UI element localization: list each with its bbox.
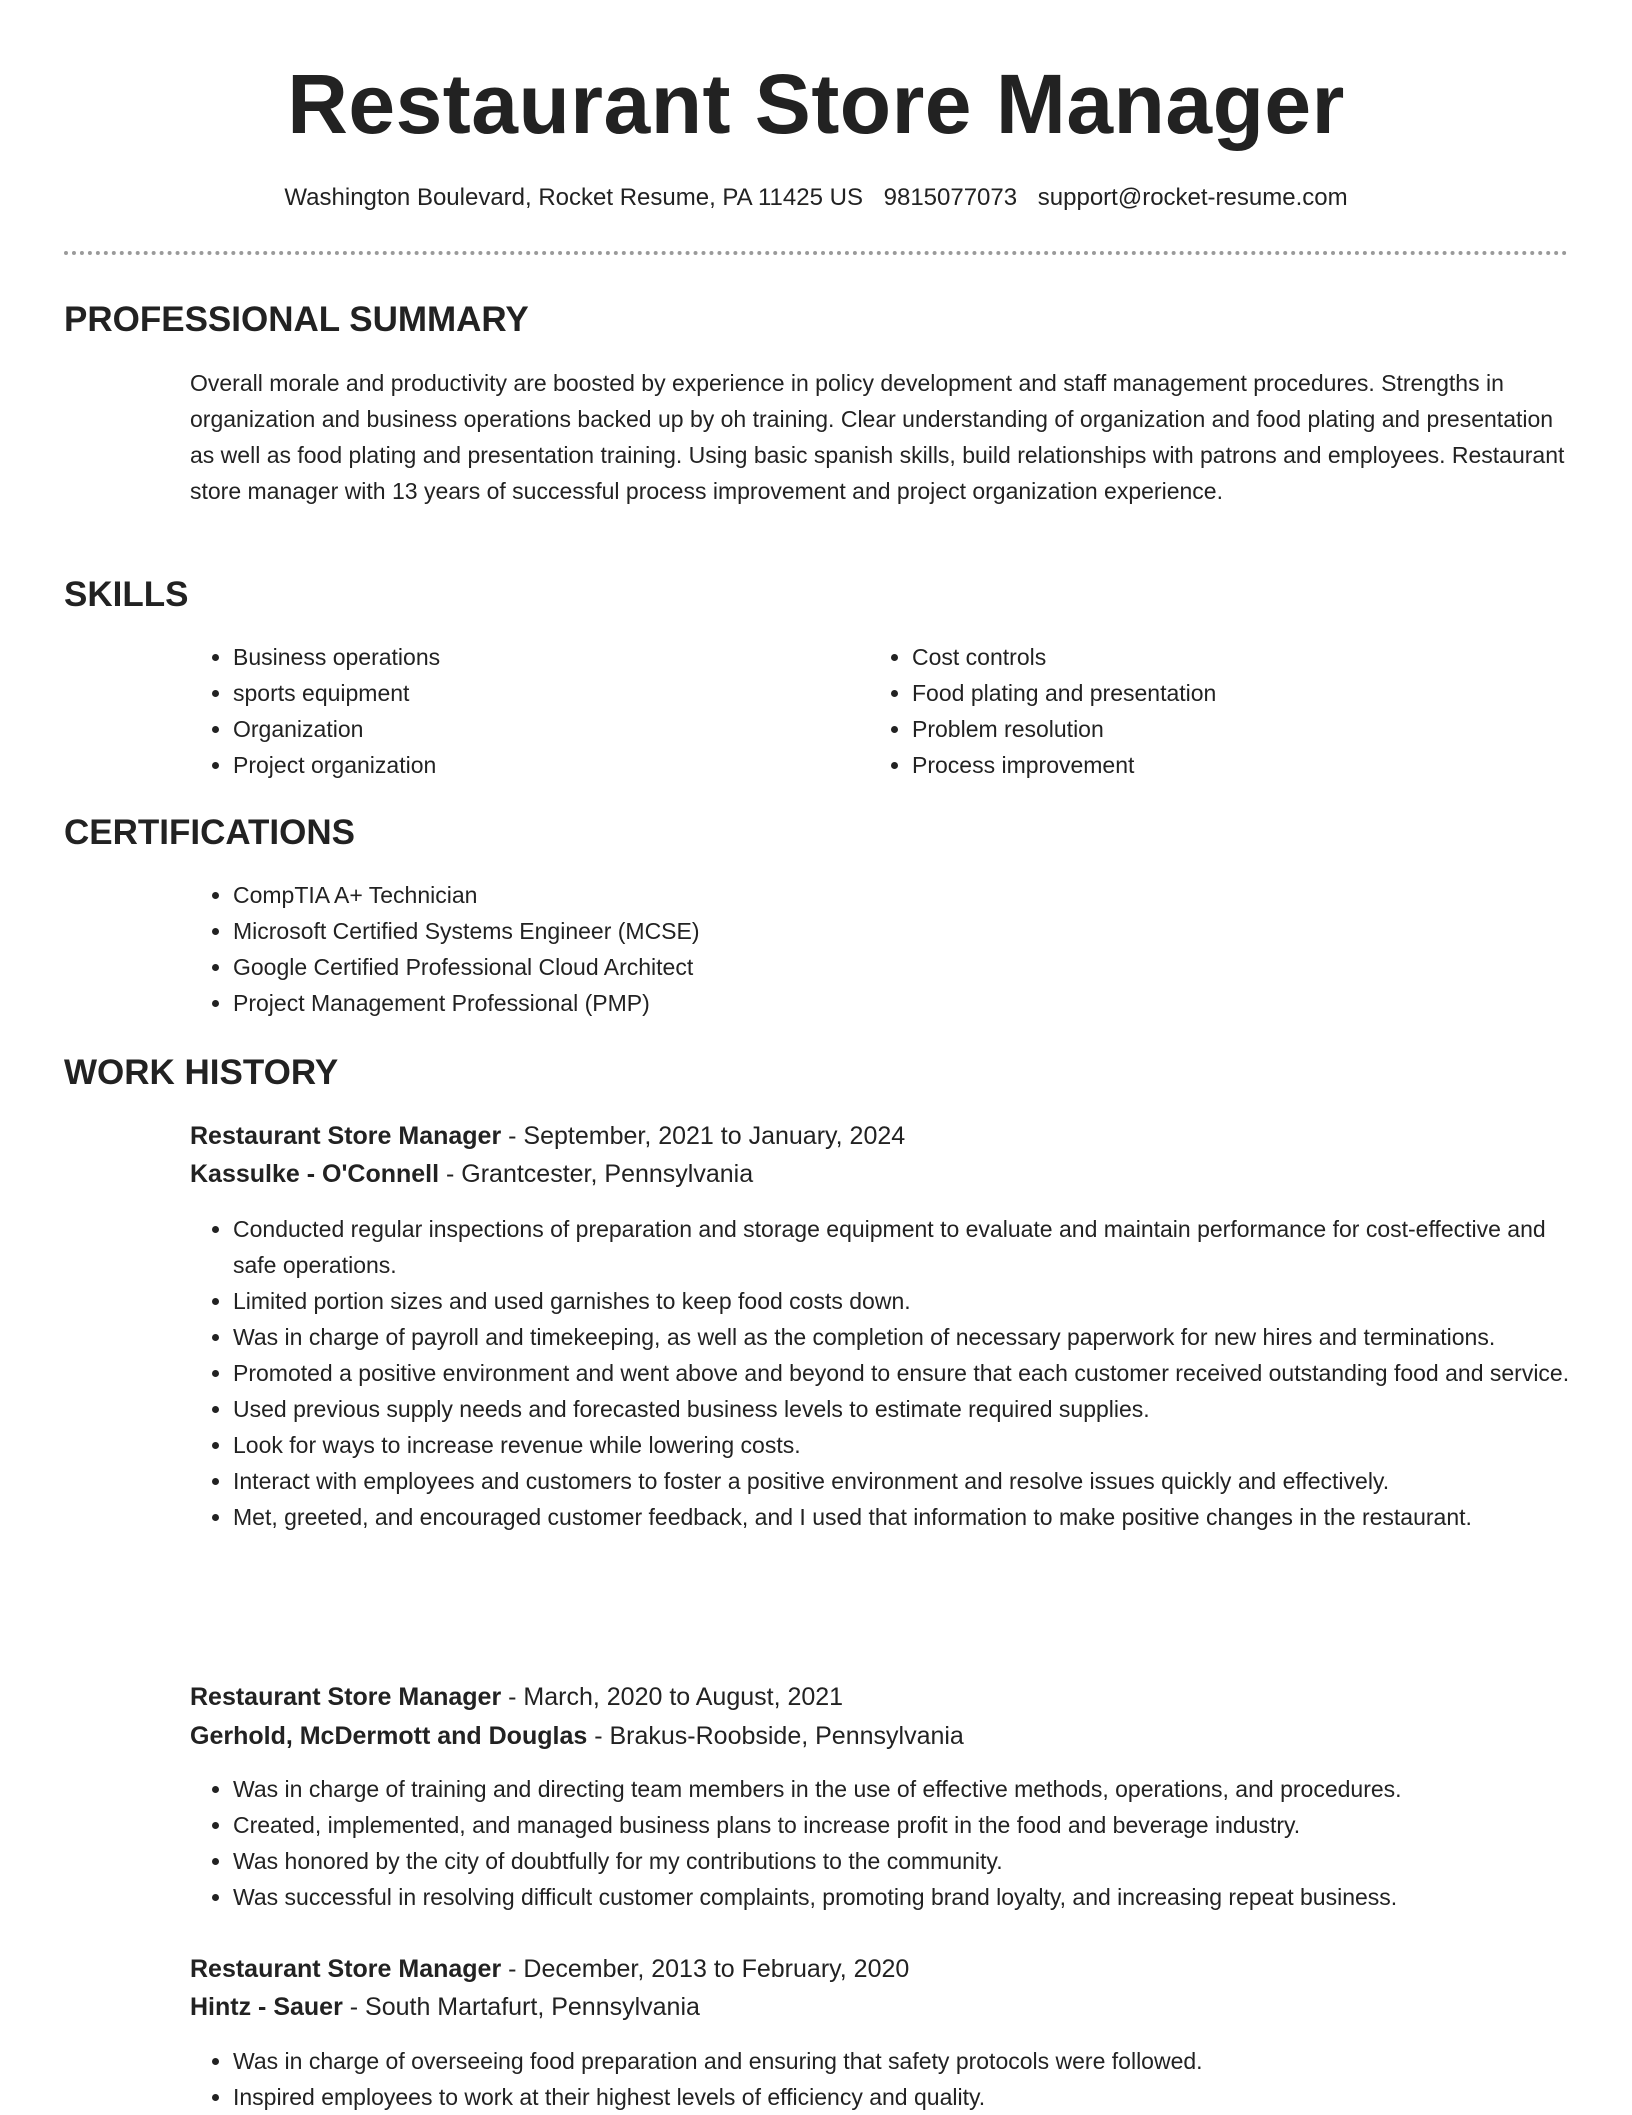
job-company: Gerhold, McDermott and Douglas [190, 1722, 588, 1750]
job-bullet: • Interact with employees and customers to foster a positive environment and resolve issues quickly and effectively. [233, 1463, 1573, 1499]
job-bullet: • Used previous supply needs and forecasted business levels to estimate required supplies. [233, 1391, 1573, 1427]
job-bullet: • Promoted a positive environment and went above and beyond to ensure that each customer received outstanding food and service. [233, 1355, 1573, 1391]
job-bullet: • Limited portion sizes and used garnishes to keep food costs down. [233, 1283, 1573, 1319]
resume-name-title: Restaurant Store Manager [287, 57, 1345, 151]
skill-item: • Process improvement [912, 747, 1512, 783]
job-company: Hintz - Sauer [190, 1993, 343, 2021]
job-company-line [190, 1156, 1570, 1192]
job-location: - Brakus-Roobside, Pennsylvania [587, 1722, 964, 1750]
skill-item: • Project organization [233, 747, 833, 783]
job-bullet: • Was honored by the city of doubtfully for my contributions to the community. [233, 1843, 1573, 1879]
certification-item: • Project Management Professional (PMP) [233, 985, 1533, 1021]
skill-item: • Business operations [233, 639, 833, 675]
job-bullet: • Was successful in resolving difficult customer complaints, promoting brand loyalty, and increasing repeat business. [233, 1879, 1573, 1915]
job-bullet: • Met, greeted, and encouraged customer feedback, and I used that information to make positive changes in the restaurant. [233, 1499, 1573, 1535]
job-company-line [190, 1718, 1570, 1754]
job-title-line [190, 1118, 1570, 1154]
contact-address: Washington Boulevard, Rocket Resume, PA 11425 US [284, 184, 863, 211]
contact-phone: 9815077073 [883, 184, 1018, 211]
skill-item: • sports equipment [233, 675, 833, 711]
job-location: - Grantcester, Pennsylvania [439, 1160, 754, 1188]
job-location: - South Martafurt, Pennsylvania [342, 1993, 700, 2021]
job-role: Restaurant Store Manager [190, 1955, 502, 1983]
job-role: Restaurant Store Manager [190, 1122, 502, 1150]
summary-text: Overall morale and productivity are boosted by experience in policy development and staff management procedures. Strengths in organization and business operations backed up by oh training. Clear understanding of organization and food plating and presentation as well as food plating and presentation training. Using basic spanish skills, build relationships with patrons and employees. Restaurant store manager with 13 years of successful process improvement and project organization experience. [190, 370, 1565, 504]
skills-heading: SKILLS [64, 575, 189, 614]
certifications-list [190, 877, 1533, 1021]
job-company-line [190, 1989, 1570, 2025]
job-title-line [190, 1679, 1570, 1715]
job-bullet: • Inspired employees to work at their highest levels of efficiency and quality. [233, 2079, 1573, 2115]
job-bullets [190, 1771, 1573, 1915]
skills-list-left [190, 639, 833, 783]
job-bullet: • Was in charge of payroll and timekeeping, as well as the completion of necessary paperwork for new hires and terminations. [233, 1319, 1573, 1355]
job-bullet: • Created, implemented, and managed business plans to increase profit in the food and beverage industry. [233, 1807, 1573, 1843]
skill-item: • Problem resolution [912, 711, 1512, 747]
job-bullets [190, 1211, 1573, 1535]
job-title-line [190, 1951, 1570, 1987]
header-divider [64, 251, 1568, 255]
contact-email: support@rocket-resume.com [1037, 184, 1348, 211]
certification-item: • Google Certified Professional Cloud Architect [233, 949, 1533, 985]
skill-item: • Cost controls [912, 639, 1512, 675]
skill-item: • Organization [233, 711, 833, 747]
certifications-heading: CERTIFICATIONS [64, 813, 356, 852]
job-bullet: • Was in charge of overseeing food preparation and ensuring that safety protocols were followed. [233, 2043, 1573, 2079]
job-role: Restaurant Store Manager [190, 1683, 502, 1711]
contact-line [0, 182, 1632, 214]
job-dates: - September, 2021 to January, 2024 [501, 1122, 906, 1150]
job-bullet: • Was in charge of training and directing team members in the use of effective methods, operations, and procedures. [233, 1771, 1573, 1807]
job-dates: - March, 2020 to August, 2021 [501, 1683, 844, 1711]
summary-heading: PROFESSIONAL SUMMARY [64, 300, 529, 339]
job-bullet: • Look for ways to increase revenue while lowering costs. [233, 1427, 1573, 1463]
job-company: Kassulke - O'Connell [190, 1160, 440, 1188]
skill-item: • Food plating and presentation [912, 675, 1512, 711]
job-dates: - December, 2013 to February, 2020 [501, 1955, 910, 1983]
certification-item: • CompTIA A+ Technician [233, 877, 1533, 913]
certification-item: • Microsoft Certified Systems Engineer (MCSE) [233, 913, 1533, 949]
job-bullet: • Conducted regular inspections of preparation and storage equipment to evaluate and maintain performance for cost-effective and safe operations. [233, 1211, 1573, 1283]
work-history-heading: WORK HISTORY [64, 1053, 339, 1092]
skills-list-right [869, 639, 1512, 783]
job-bullets [190, 2043, 1573, 2115]
